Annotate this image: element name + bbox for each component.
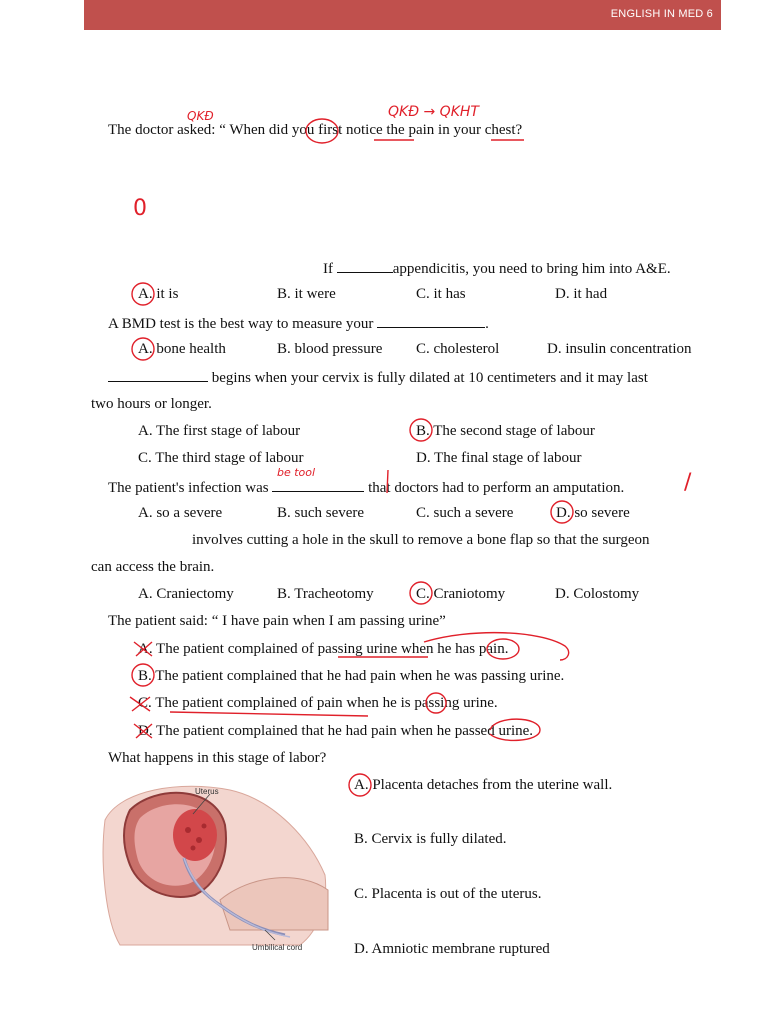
q5-option-c: C. Craniotomy xyxy=(416,586,506,602)
handwritten-be-tool: be tool xyxy=(277,466,316,479)
q7-option-a: A. Placenta detaches from the uterine wall. xyxy=(354,777,613,793)
q1-option-d: D. it had xyxy=(555,286,608,302)
q6-option-b: B. The patient complained that he had pain when he was passing urine. xyxy=(138,668,565,684)
q5-stem-line1: involves cutting a hole in the skull to remove a bone flap so that the surgeon xyxy=(192,532,650,548)
q5-option-d: D. Colostomy xyxy=(555,586,640,602)
q2-option-a: A. bone health xyxy=(138,341,226,357)
q2-stem-post: . xyxy=(485,316,489,332)
q6-option-a: A. The patient complained of passing urine when he has pain. xyxy=(138,641,509,657)
q1-option-b: B. it were xyxy=(277,286,336,302)
q6-option-c: C. The patient complained of pain when he is passing urine. xyxy=(138,695,498,711)
q4-option-d: D. so severe xyxy=(556,505,630,521)
q3-stem-text: begins when your cervix is fully dilated at 10 centimeters and it may last xyxy=(211,370,648,386)
q3-option-d: D. The final stage of labour xyxy=(416,450,582,466)
q3-option-b: B. The second stage of labour xyxy=(416,423,595,439)
q7-option-c: C. Placenta is out of the uterus. xyxy=(354,886,542,902)
handwritten-slash: / xyxy=(684,470,692,495)
q4-stem-post: that doctors had to perform an amputation. xyxy=(368,480,625,496)
q7-stem: What happens in this stage of labor? xyxy=(108,750,327,766)
q1-stem-pre: If xyxy=(323,261,333,277)
q7-option-b: B. Cervix is fully dilated. xyxy=(354,831,507,847)
q1-option-a: A. it is xyxy=(138,286,179,302)
q5-option-a: A. Craniectomy xyxy=(138,586,234,602)
labor-stage-figure xyxy=(100,780,330,955)
q3-blank xyxy=(108,367,208,382)
q4-option-b: B. such severe xyxy=(277,505,365,521)
q3-stem-line1 xyxy=(108,367,648,387)
q2-option-d: D. insulin concentration xyxy=(547,341,692,357)
q1-stem xyxy=(323,258,671,278)
q1-blank xyxy=(337,258,393,273)
q7-option-d: D. Amniotic membrane ruptured xyxy=(354,941,550,957)
q2-blank xyxy=(377,313,485,328)
q2-stem xyxy=(108,313,489,333)
uterus-label: Uterus xyxy=(195,787,219,796)
handwritten-tense-note: QKĐ → QKHT xyxy=(388,104,479,120)
cord-label: Umbilical cord xyxy=(252,943,303,952)
header-bar xyxy=(84,0,721,30)
q4-option-a: A. so a severe xyxy=(138,505,223,521)
q3-option-c: C. The third stage of labour xyxy=(138,450,304,466)
q2-option-b: B. blood pressure xyxy=(277,341,383,357)
q2-option-c: C. cholesterol xyxy=(416,341,500,357)
q4-blank xyxy=(272,477,364,492)
q4-option-c: C. such a severe xyxy=(416,505,514,521)
q6-stem: The patient said: “ I have pain when I am passing urine” xyxy=(108,613,446,629)
q4-stem-pre: The patient's infection was xyxy=(108,480,269,496)
q1-stem-post: appendicitis, you need to bring him into A&E. xyxy=(392,261,671,277)
handwritten-zero: 0 xyxy=(133,196,147,221)
q4-stem xyxy=(108,477,624,497)
q3-stem-line2: two hours or longer. xyxy=(91,396,212,412)
q5-stem-line2: can access the brain. xyxy=(91,559,215,575)
q1-option-c: C. it has xyxy=(416,286,466,302)
handwritten-qkd-note: QKĐ xyxy=(187,109,214,123)
q2-stem-pre: A BMD test is the best way to measure your xyxy=(108,316,374,332)
q6-option-d: D. The patient complained that he had pain when he passed urine. xyxy=(138,723,534,739)
uterus-illustration xyxy=(100,780,330,955)
reported-question: The doctor asked: “ When did you first notice the pain in your chest? xyxy=(108,122,523,138)
header-title: ENGLISH IN MED 6 xyxy=(610,8,713,20)
q5-option-b: B. Tracheotomy xyxy=(277,586,374,602)
q3-option-a: A. The first stage of labour xyxy=(138,423,301,439)
